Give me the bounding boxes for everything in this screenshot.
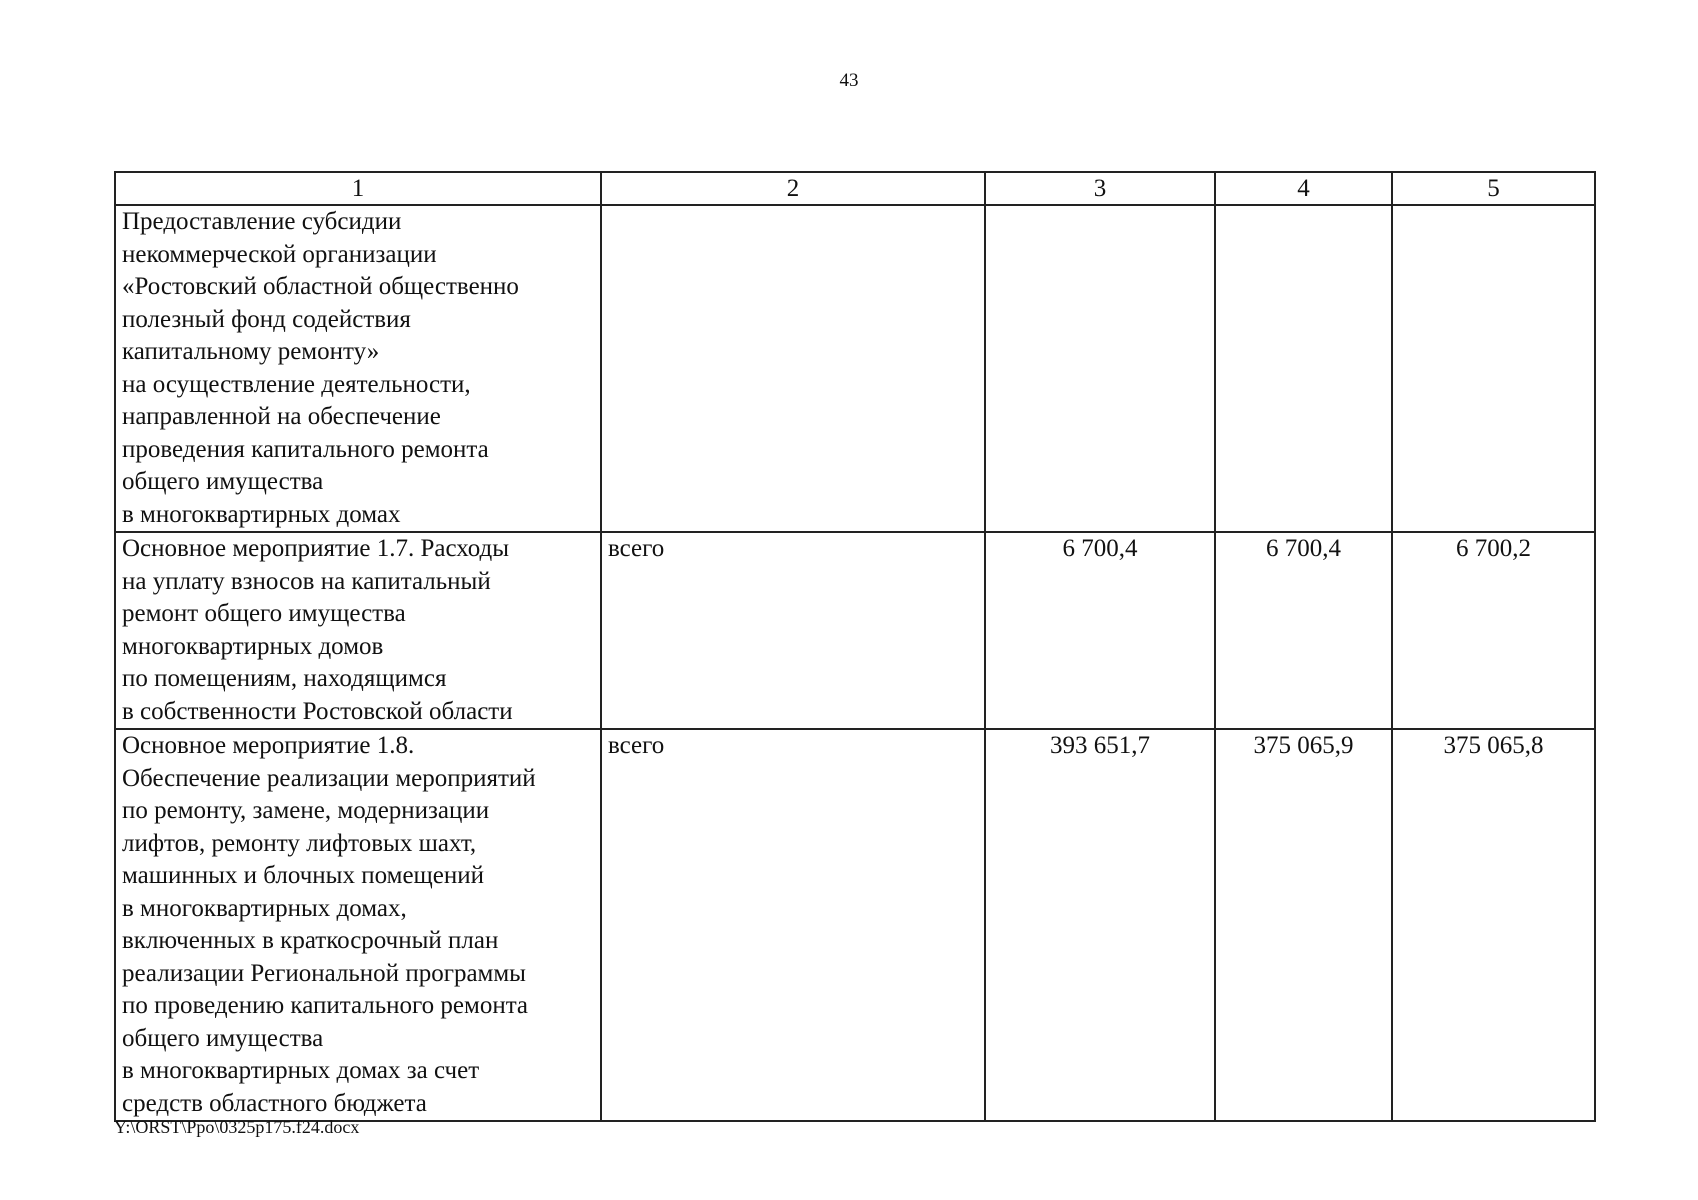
amount-cell-val3: 393 651,7 [985,729,1215,1121]
footer-file-path: Y:\ORST\Ppo\0325p175.f24.docx [114,1117,360,1137]
activity-name-line: на уплату взносов на капитальный [122,567,491,595]
amount-cell-val4: 6 700,4 [1215,532,1392,729]
funding-source-cell: всего [601,532,985,729]
amount-cell-val3 [985,205,1215,532]
activity-name-line: общего имущества [122,1024,324,1052]
activity-name-line: Предоставление субсидии [122,208,402,235]
activity-name-line: средств областного бюджета [122,1089,427,1117]
amount-cell-val5: 375 065,8 [1392,729,1595,1121]
table-row [115,532,1595,729]
activity-name-line: проведения капитального ремонта [122,435,489,463]
activity-name-line: общего имущества [122,468,324,495]
column-header: 1 [115,172,601,205]
activity-name-line: машинных и блочных помещений [122,862,485,889]
activity-name-line: Основное мероприятие 1.8. [122,732,415,759]
activity-name-line: направленной на обеспечение [122,403,441,430]
activity-name-cell [115,205,601,532]
activity-name-line: по проведению капитального ремонта [122,992,529,1019]
table-row [115,729,1595,1121]
activity-name-line: в собственности Ростовской области [122,697,513,725]
budget-table [114,171,1596,1122]
activity-name-line: Основное мероприятие 1.7. Расходы [122,535,510,562]
activity-name-line: включенных в краткосрочный план [122,927,499,954]
activity-name-line: по помещениям, находящимся [122,665,447,692]
column-header: 4 [1215,172,1392,205]
activity-name-line: лифтов, ремонту лифтовых шахт, [122,829,477,857]
activity-name-line: по ремонту, замене, модернизации [122,797,490,824]
activity-name-line: «Ростовский областной общественно [122,273,519,300]
column-header: 2 [601,172,985,205]
activity-name-cell [115,532,601,729]
amount-cell-val5 [1392,205,1595,532]
activity-name-line: капитальному ремонту» [122,338,380,365]
amount-cell-val4 [1215,205,1392,532]
table-row [115,205,1595,532]
page-number: 43 [839,70,859,91]
activity-name-line: реализации Региональной программы [122,959,526,987]
column-header: 3 [985,172,1215,205]
column-header: 5 [1392,172,1595,205]
amount-cell-val3: 6 700,4 [985,532,1215,729]
amount-cell-val4: 375 065,9 [1215,729,1392,1121]
table-header-row [115,172,1595,205]
activity-name-line: ремонт общего имущества [122,600,406,627]
activity-name-line: в многоквартирных домах за счет [122,1057,480,1084]
funding-source-cell [601,205,985,532]
amount-cell-val5: 6 700,2 [1392,532,1595,729]
activity-name-line: на осуществление деятельности, [122,370,471,398]
activity-name-line: в многоквартирных домах [122,500,401,528]
funding-source-cell: всего [601,729,985,1121]
activity-name-cell [115,729,601,1121]
activity-name-line: в многоквартирных домах, [122,894,407,922]
activity-name-line: полезный фонд содействия [122,305,411,333]
activity-name-line: некоммерческой организации [122,240,437,268]
activity-name-line: Обеспечение реализации мероприятий [122,764,536,792]
activity-name-line: многоквартирных домов [122,632,384,660]
